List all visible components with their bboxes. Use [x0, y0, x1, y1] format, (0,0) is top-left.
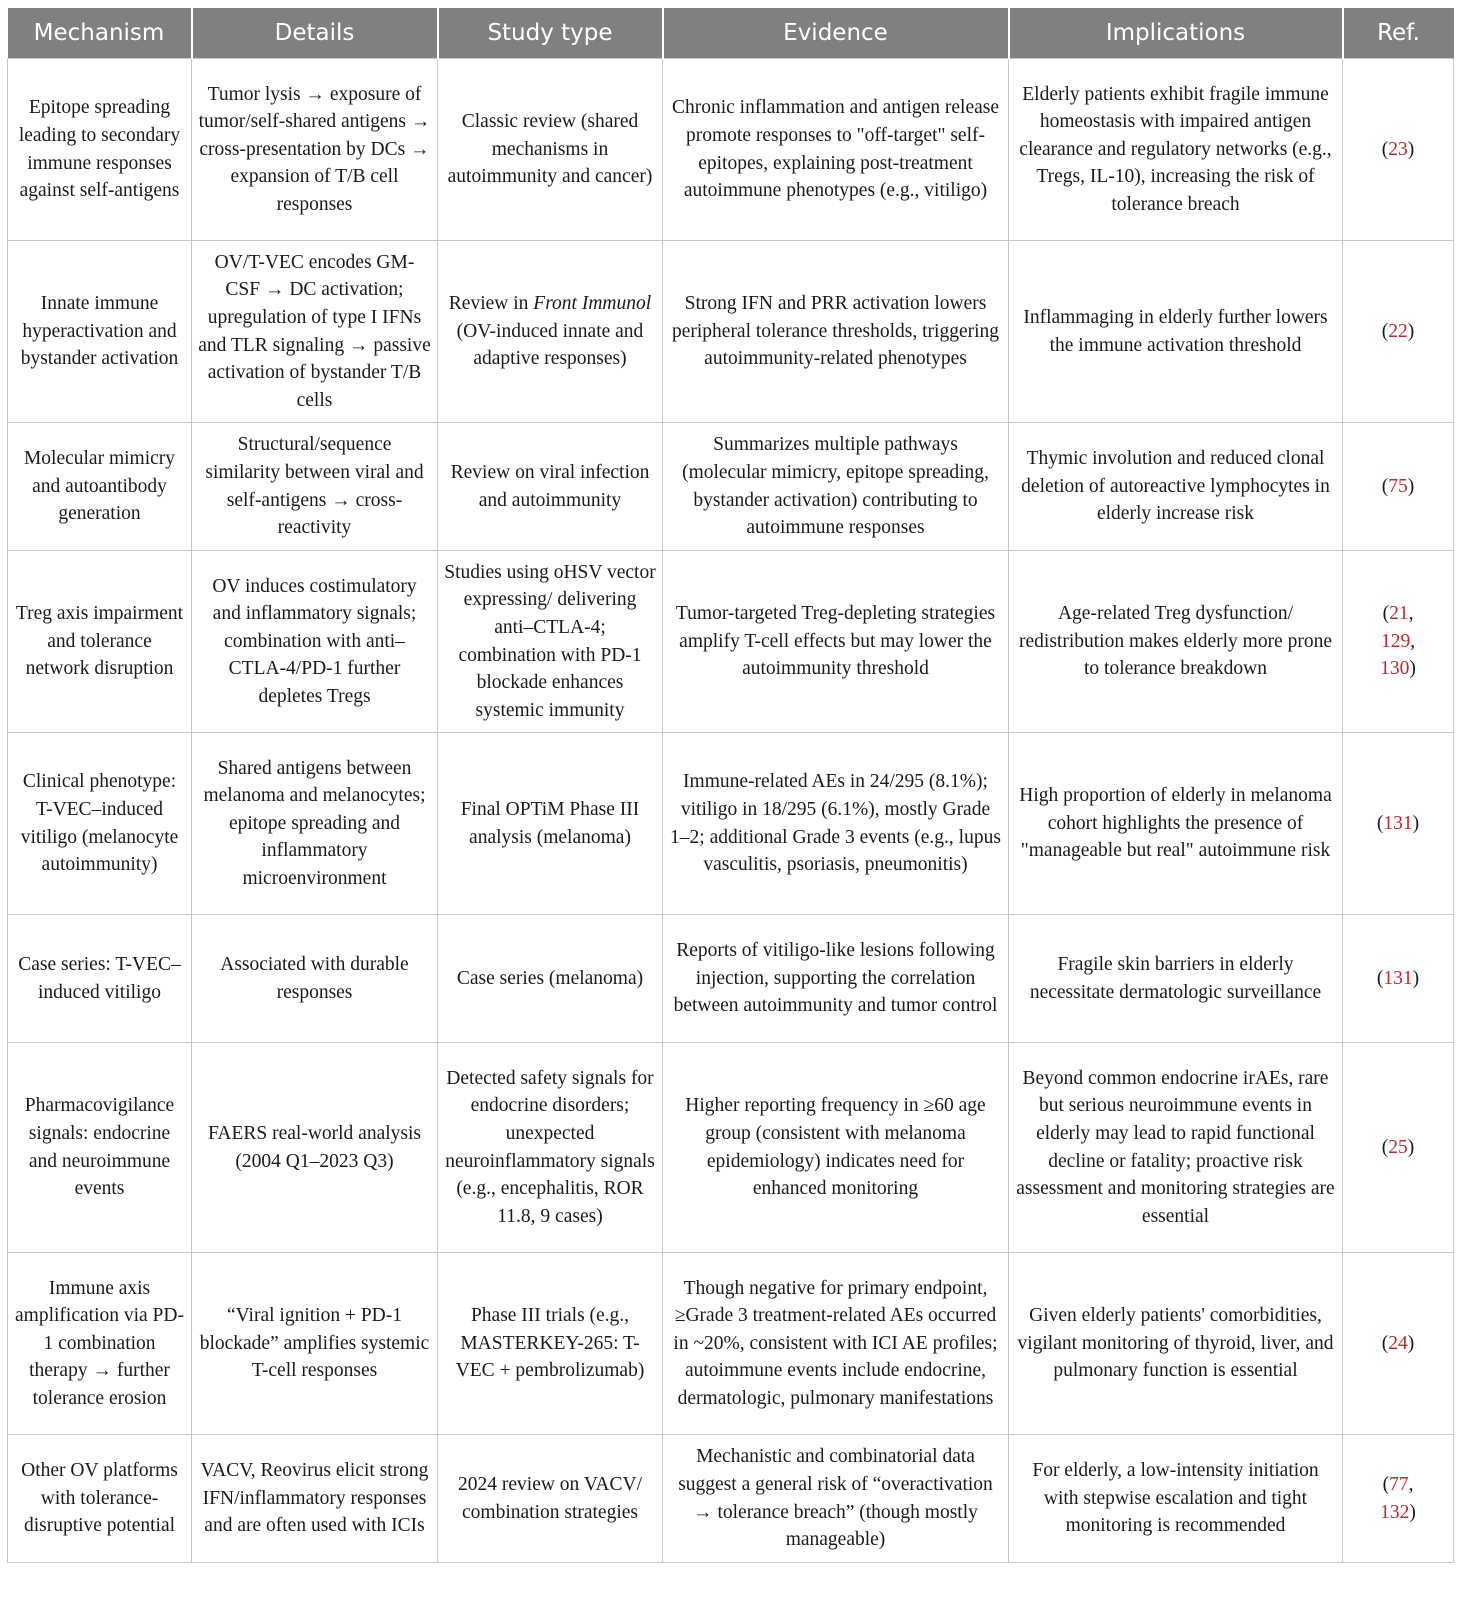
mechanisms-table [7, 8, 1454, 1563]
mechanism-cell: Pharmacovigilance signals: endocrine and neuroimmune events [8, 1043, 192, 1253]
ref-link[interactable]: 22 [1388, 320, 1408, 342]
table-container [7, 8, 1453, 1563]
col-header-mechanism: Mechanism [8, 8, 192, 59]
col-header-study-type: Study type [438, 8, 663, 59]
evidence-cell: Strong IFN and PRR activation lowers peripheral tolerance thresholds, triggering autoimmunity-related phenotypes [663, 241, 1009, 423]
ref-link[interactable]: 77 [1389, 1473, 1409, 1495]
col-header-ref: Ref. [1343, 8, 1454, 59]
details-cell: Shared antigens between melanoma and melanocytes; epitope spreading and inflammatory microenvironment [192, 733, 438, 915]
study-type-cell: Studies using oHSV vector expressing/ delivering anti–CTLA-4; combination with PD-1 blockade enhances systemic immunity [438, 551, 663, 733]
col-header-details: Details [192, 8, 438, 59]
journal-name: Front Immunol [533, 293, 652, 315]
mechanism-cell: Other OV platforms with tolerance-disruptive potential [8, 1435, 192, 1563]
ref-cell: (22) [1343, 241, 1454, 423]
mechanism-cell: Molecular mimicry and autoantibody generation [8, 423, 192, 551]
study-type-cell: Detected safety signals for endocrine disorders; unexpected neuroinflammatory signals (e.g., encephalitis, ROR 11.8, 9 cases) [438, 1043, 663, 1253]
evidence-cell: Reports of vitiligo-like lesions following injection, supporting the correlation between autoimmunity and tumor control [663, 915, 1009, 1043]
implications-cell: Inflammaging in elderly further lowers the immune activation threshold [1009, 241, 1343, 423]
table-row [8, 1253, 1454, 1435]
evidence-cell: Higher reporting frequency in ≥60 age group (consistent with melanoma epidemiology) indicates need for enhanced monitoring [663, 1043, 1009, 1253]
ref-link[interactable]: 75 [1388, 475, 1408, 497]
mechanism-cell: Epitope spreading leading to secondary immune responses against self-antigens [8, 59, 192, 241]
implications-cell: High proportion of elderly in melanoma cohort highlights the presence of "manageable but real" autoimmune risk [1009, 733, 1343, 915]
table-row [8, 1043, 1454, 1253]
ref-cell: (21, 129, 130) [1343, 551, 1454, 733]
ref-link[interactable]: 25 [1388, 1136, 1408, 1158]
study-type-cell: Review on viral infection and autoimmunity [438, 423, 663, 551]
study-type-cell: 2024 review on VACV/ combination strategies [438, 1435, 663, 1563]
ref-link[interactable]: 23 [1388, 138, 1408, 160]
mechanism-cell: Innate immune hyperactivation and bystander activation [8, 241, 192, 423]
ref-link[interactable]: 129 [1380, 630, 1411, 652]
implications-cell: Given elderly patients' comorbidities, vigilant monitoring of thyroid, liver, and pulmonary function is essential [1009, 1253, 1343, 1435]
header-row [8, 8, 1454, 59]
implications-cell: Elderly patients exhibit fragile immune homeostasis with impaired antigen clearance and regulatory networks (e.g., Tregs, IL-10), increasing the risk of tolerance breach [1009, 59, 1343, 241]
ref-link[interactable]: 131 [1383, 812, 1413, 834]
mechanism-cell: Treg axis impairment and tolerance network disruption [8, 551, 192, 733]
ref-cell: (75) [1343, 423, 1454, 551]
implications-cell: Fragile skin barriers in elderly necessitate dermatologic surveillance [1009, 915, 1343, 1043]
details-cell: Structural/sequence similarity between viral and self-antigens → cross-reactivity [192, 423, 438, 551]
evidence-cell: Immune-related AEs in 24/295 (8.1%); vitiligo in 18/295 (6.1%), mostly Grade 1–2; additional Grade 3 events (e.g., lupus vasculitis, psoriasis, pneumonitis) [663, 733, 1009, 915]
ref-cell: (24) [1343, 1253, 1454, 1435]
implications-cell: Beyond common endocrine irAEs, rare but serious neuroimmune events in elderly may lead to rapid functional decline or fatality; proactive risk assessment and monitoring strategies are essential [1009, 1043, 1343, 1253]
evidence-cell: Though negative for primary endpoint, ≥Grade 3 treatment-related AEs occurred in ~20%, consistent with ICI AE profiles; autoimmune events include endocrine, dermatologic, pulmonary manifestations [663, 1253, 1009, 1435]
mechanism-cell: Clinical phenotype: T-VEC–induced vitiligo (melanocyte autoimmunity) [8, 733, 192, 915]
evidence-cell: Chronic inflammation and antigen release promote responses to "off-target" self-epitopes, explaining post-treatment autoimmune phenotypes (e.g., vitiligo) [663, 59, 1009, 241]
ref-cell: (131) [1343, 915, 1454, 1043]
table-row [8, 551, 1454, 733]
evidence-cell: Tumor-targeted Treg-depleting strategies amplify T-cell effects but may lower the autoimmunity threshold [663, 551, 1009, 733]
table-row [8, 241, 1454, 423]
study-type-cell: Final OPTiM Phase III analysis (melanoma) [438, 733, 663, 915]
evidence-cell: Summarizes multiple pathways (molecular mimicry, epitope spreading, bystander activation) contributing to autoimmune responses [663, 423, 1009, 551]
table-row [8, 915, 1454, 1043]
ref-cell: (131) [1343, 733, 1454, 915]
col-header-implications: Implications [1009, 8, 1343, 59]
ref-cell: (77, 132) [1343, 1435, 1454, 1563]
table-row [8, 733, 1454, 915]
details-cell: OV induces costimulatory and inflammatory signals; combination with anti–CTLA-4/PD-1 further depletes Tregs [192, 551, 438, 733]
details-cell: FAERS real-world analysis (2004 Q1–2023 Q3) [192, 1043, 438, 1253]
study-type-cell: Phase III trials (e.g., MASTERKEY-265: T-VEC + pembrolizumab) [438, 1253, 663, 1435]
details-cell: VACV, Reovirus elicit strong IFN/inflammatory responses and are often used with ICIs [192, 1435, 438, 1563]
study-type-cell: Case series (melanoma) [438, 915, 663, 1043]
table-row [8, 59, 1454, 241]
evidence-cell: Mechanistic and combinatorial data suggest a general risk of “overactivation → tolerance breach” (though mostly manageable) [663, 1435, 1009, 1563]
implications-cell: Thymic involution and reduced clonal deletion of autoreactive lymphocytes in elderly increase risk [1009, 423, 1343, 551]
ref-cell: (25) [1343, 1043, 1454, 1253]
ref-link[interactable]: 130 [1380, 658, 1410, 680]
details-cell: Tumor lysis → exposure of tumor/self-shared antigens → cross-presentation by DCs → expansion of T/B cell responses [192, 59, 438, 241]
details-cell: OV/T-VEC encodes GM-CSF → DC activation; upregulation of type I IFNs and TLR signaling → passive activation of bystander T/B cells [192, 241, 438, 423]
ref-link[interactable]: 24 [1388, 1332, 1408, 1354]
study-type-cell: Review in Front Immunol (OV-induced innate and adaptive responses) [438, 241, 663, 423]
table-row [8, 423, 1454, 551]
ref-link[interactable]: 131 [1383, 967, 1413, 989]
col-header-evidence: Evidence [663, 8, 1009, 59]
ref-link[interactable]: 132 [1380, 1501, 1410, 1523]
mechanism-cell: Immune axis amplification via PD-1 combination therapy → further tolerance erosion [8, 1253, 192, 1435]
implications-cell: For elderly, a low-intensity initiation with stepwise escalation and tight monitoring is recommended [1009, 1435, 1343, 1563]
table-row [8, 1435, 1454, 1563]
ref-cell: (23) [1343, 59, 1454, 241]
mechanism-cell: Case series: T-VEC–induced vitiligo [8, 915, 192, 1043]
implications-cell: Age-related Treg dysfunction/ redistribution makes elderly more prone to tolerance breakdown [1009, 551, 1343, 733]
ref-link[interactable]: 21 [1389, 603, 1409, 625]
study-type-cell: Classic review (shared mechanisms in autoimmunity and cancer) [438, 59, 663, 241]
details-cell: Associated with durable responses [192, 915, 438, 1043]
details-cell: “Viral ignition + PD-1 blockade” amplifies systemic T-cell responses [192, 1253, 438, 1435]
